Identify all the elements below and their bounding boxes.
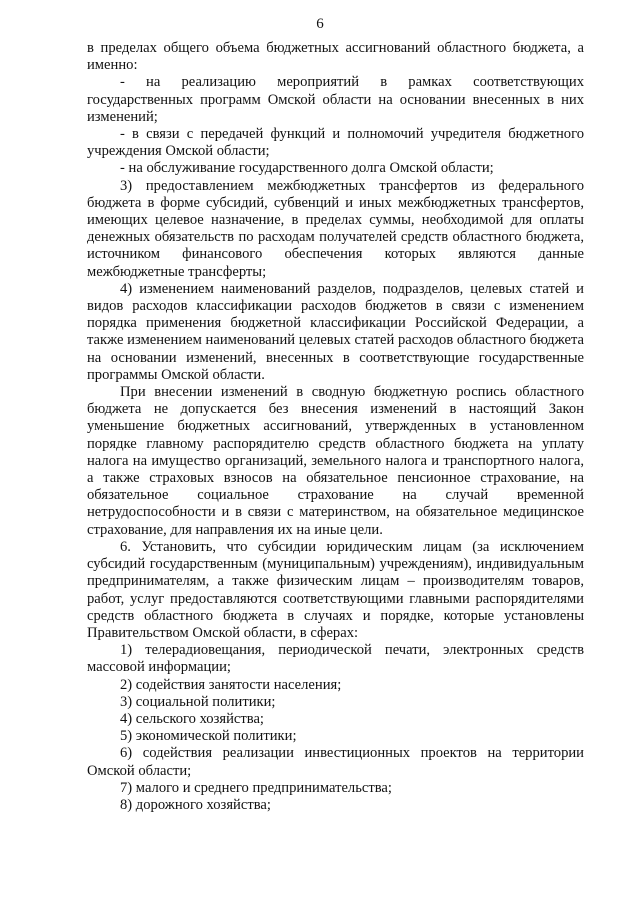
- list-item-5: 5) экономической политики;: [120, 728, 297, 745]
- page-number: 6: [316, 16, 324, 32]
- list-item-6: 6) содействия реализации инвестиционных проектов на территории Омской области;: [87, 745, 584, 779]
- list-item-2: 2) содействия занятости населения;: [120, 676, 342, 693]
- list-item-1: 1) телерадиовещания, периодической печати, электронных средств массовой информации;: [87, 642, 584, 676]
- list-item-7: 7) малого и среднего предпринимательства;: [120, 779, 392, 796]
- list-item-8: 8) дорожного хозяйства;: [120, 796, 271, 813]
- document-body: [87, 40, 584, 814]
- paragraph-founder-functions: - в связи с передачей функций и полномочий учредителя бюджетного учреждения Омской области;: [87, 126, 584, 160]
- paragraph-debt-service: - на обслуживание государственного долга Омской области;: [120, 160, 494, 177]
- paragraph-item-4: 4) изменением наименований разделов, подразделов, целевых статей и видов расходов классификации расходов бюджетов в связи с изменением порядка применения бюджетной классификации Российской Федерации, а также изменением наименований целевых статей расходов областного бюджета на основании изменений, внесенных в соответствующие государственные программы Омской области.: [87, 280, 584, 383]
- paragraph-programs: - на реализацию мероприятий в рамках соответствующих государственных программ Омской области на основании внесенных в них изменений;: [87, 74, 584, 125]
- paragraph-budget-changes: При внесении изменений в сводную бюджетную роспись областного бюджета не допускается без внесения изменений в настоящий Закон уменьшение бюджетных ассигнований, утвержденных в установленном порядке главному распорядителю средств областного бюджета на уплату налога на имущество организаций, земельного налога и транспортного налога, а также страховых взносов на обязательное пенсионное страхование, на обязательное социальное страхование на случай временной нетрудоспособности и в связи с материнством, на обязательное медицинское страхование, для направления их на иные цели.: [87, 384, 584, 538]
- paragraph-item-3: 3) предоставлением межбюджетных трансфертов из федерального бюджета в форме субсидий, субвенций и иных межбюджетных трансфертов, имеющих целевое назначение, в пределах суммы, необходимой для оплаты денежных обязательств по расходам получателей средств областного бюджета, источником финансового обеспечения которых являются данные межбюджетные трансферты;: [87, 177, 584, 280]
- list-item-3: 3) социальной политики;: [120, 693, 276, 710]
- paragraph-intro: в пределах общего объема бюджетных ассигнований областного бюджета, а именно:: [87, 40, 584, 74]
- paragraph-section-6: 6. Установить, что субсидии юридическим лицам (за исключением субсидий государственным (муниципальным) учреждениям), индивидуальным предпринимателям, а также физическим лицам – производителям товаров, работ, услуг предоставляются соответствующими главными распорядителями средств областного бюджета в случаях и порядке, которые установлены Правительством Омской области, в сферах:: [87, 538, 584, 641]
- list-item-4: 4) сельского хозяйства;: [120, 710, 264, 727]
